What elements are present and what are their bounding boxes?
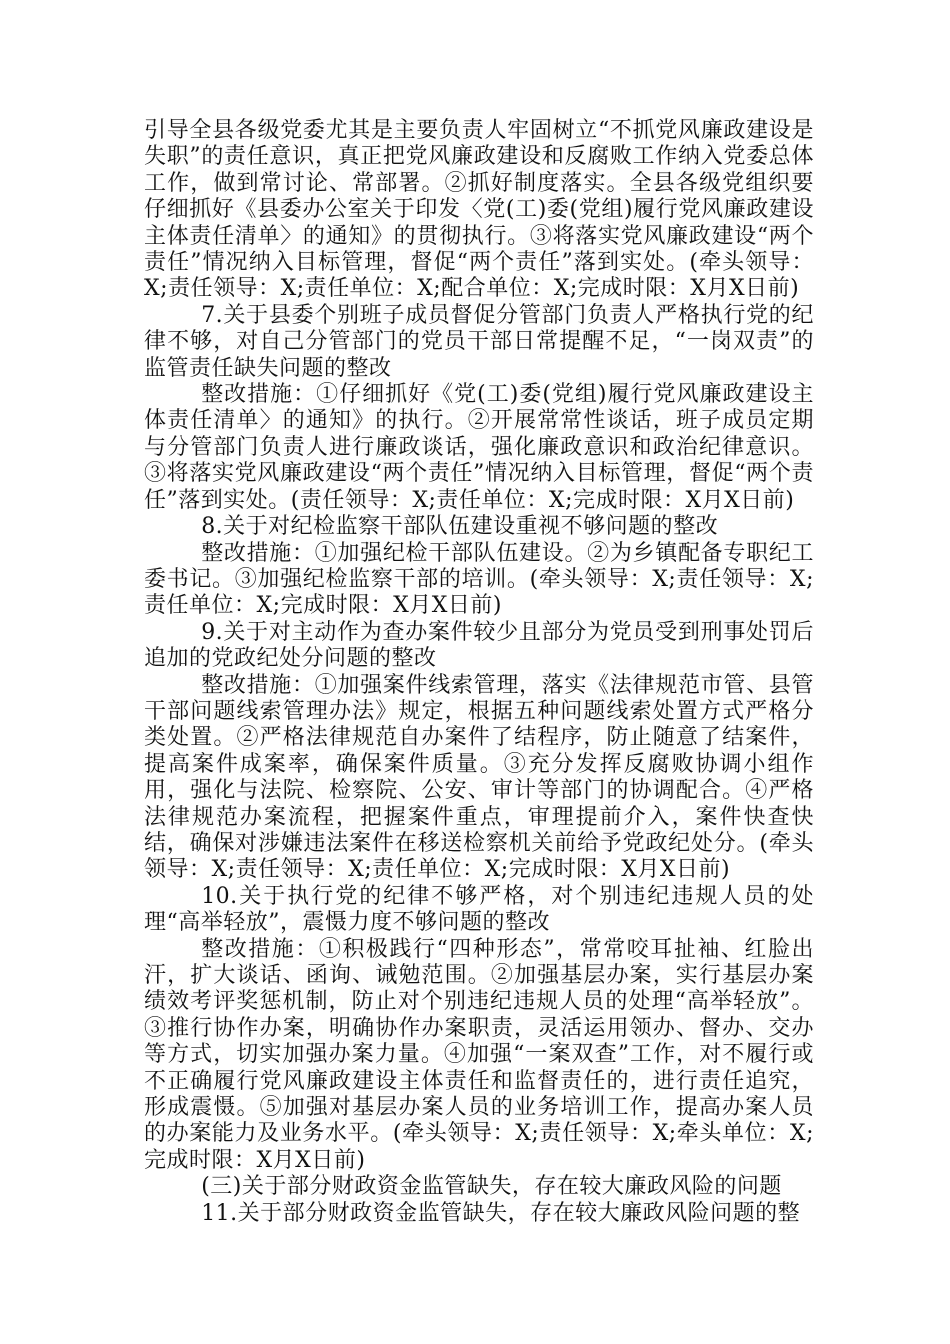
section-heading-3: (三)关于部分财政资金监管缺失，存在较大廉政风险的问题 xyxy=(201,1174,782,1200)
heading-item-9: 9.关于对主动作为查办案件较少且部分为党员受到刑事处罚后追加的党政纪处分问题的整改 xyxy=(144,619,814,672)
paragraph-measures-7: 整改措施：①仔细抓好《党(工)委(党组)履行党风廉政建设主体责任清单〉的通知》的执行。②开展常常性谈话，班子成员定期与分管部门负责人进行廉政谈话，强化廉政意识和政治纪律意识。③将落实党风廉政建设“两个责任”情况纳入目标管理，督促“两个责任”落到实处。(责任领导：X;责任单位：X;完成时限：X月X日前) xyxy=(144,382,814,513)
heading-item-11: 11.关于部分财政资金监管缺失，存在较大廉政风险问题的整 xyxy=(201,1200,801,1226)
paragraph-measures-8: 整改措施：①加强纪检干部队伍建设。②为乡镇配备专职纪工委书记。③加强纪检监察干部的培训。(牵头领导：X;责任领导：X;责任单位：X;完成时限：X月X日前) xyxy=(144,540,814,619)
paragraph-measures-10: 整改措施：①积极践行“四种形态”，常常咬耳扯袖、红脸出汗，扩大谈话、函询、诫勉范围。②加强基层办案，实行基层办案绩效考评奖惩机制，防止对个别违纪违规人员的处理“高举轻放”。③推行协作办案，明确协作办案职责，灵活运用领办、督办、交办等方式，切实加强办案力量。④加强“一案双查”工作，对不履行或不正确履行党风廉政建设主体责任和监督责任的，进行责任追究，形成震慑。⑤加强对基层办案人员的业务培训工作，提高办案人员的办案能力及业务水平。(牵头领导：X;责任领导：X;牵头单位：X;完成时限：X月X日前) xyxy=(144,936,814,1173)
heading-item-8: 8.关于对纪检监察干部队伍建设重视不够问题的整改 xyxy=(201,514,719,540)
paragraph-continuation: 引导全县各级党委尤其是主要负责人牢固树立“不抓党风廉政建设是失职”的责任意识，真正把党风廉政建设和反腐败工作纳入党委总体工作，做到常讨论、常部署。②抓好制度落实。全县各级党组织要仔细抓好《县委办公室关于印发〈党(工)委(党组)履行党风廉政建设主体责任清单〉的通知》的贯彻执行。③将落实党风廉政建设“两个责任”情况纳入目标管理，督促“两个责任”落到实处。(牵头领导：X;责任领导：X;责任单位：X;配合单位：X;完成时限：X月X日前) xyxy=(144,118,814,302)
paragraph-measures-9: 整改措施：①加强案件线索管理，落实《法律规范市管、县管干部问题线索管理办法》规定，根据五种问题线索处置方式严格分类处置。②严格法律规范自办案件了结程序，防止随意了结案件，提高案件成案率，确保案件质量。③充分发挥反腐败协调小组作用，强化与法院、检察院、公安、审计等部门的协调配合。④严格法律规范办案流程，把握案件重点，审理提前介入，案件快查快结，确保对涉嫌违法案件在移送检察机关前给予党政纪处分。(牵头领导：X;责任领导：X;责任单位：X;完成时限：X月X日前) xyxy=(144,672,814,883)
heading-item-10: 10.关于执行党的纪律不够严格，对个别违纪违规人员的处理“高举轻放”，震慑力度不够问题的整改 xyxy=(144,883,814,936)
heading-item-7: 7.关于县委个别班子成员督促分管部门负责人严格执行党的纪律不够，对自己分管部门的党员干部日常提醒不足，“一岗双责”的监管责任缺失问题的整改 xyxy=(144,302,814,381)
document-body xyxy=(144,118,814,1227)
